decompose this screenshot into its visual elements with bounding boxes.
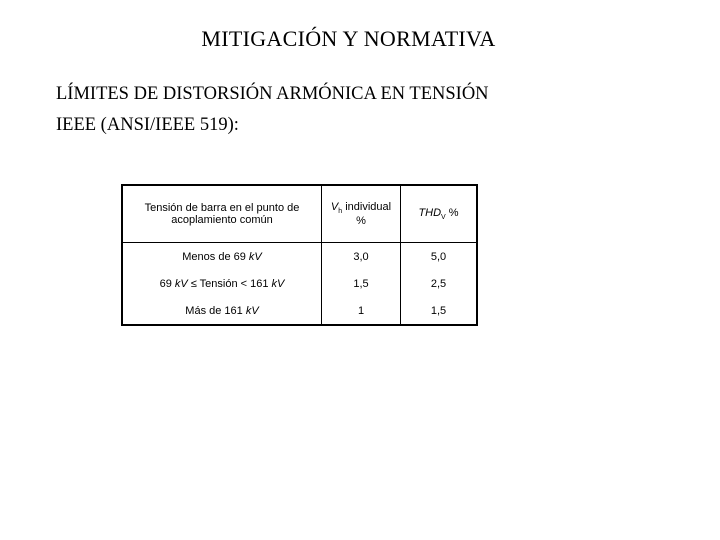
voltage-unit: kV (248, 250, 262, 263)
thd-limit-cell: 1,5 (430, 304, 447, 317)
individual-limit-cell: 1,5 (322, 270, 401, 297)
bus-voltage-text: Menos de 69 (182, 250, 249, 263)
bus-voltage-cell (122, 297, 322, 325)
vh-subscript: h (338, 208, 343, 216)
header-individual-harmonic (322, 185, 401, 243)
individual-unit: % (356, 215, 366, 228)
thd-limit-cell: 5,0 (430, 250, 447, 263)
thd-symbol: THD (418, 206, 442, 219)
individual-label: individual (342, 200, 392, 213)
table-row (122, 297, 477, 325)
vh-symbol: V (330, 200, 339, 213)
table-header-row (122, 185, 477, 243)
thd-subscript: V (441, 214, 446, 222)
bus-voltage-cell (122, 270, 322, 297)
individual-limit-cell: 3,0 (322, 243, 401, 271)
thd-unit: % (445, 206, 459, 219)
bus-voltage-cell (122, 243, 322, 271)
page-title: MITIGACIÓN Y NORMATIVA (201, 26, 496, 51)
bus-voltage-range-text: ≤ Tensión < 161 (187, 277, 272, 290)
bus-voltage-text: Más de 161 (185, 304, 246, 317)
voltage-unit: kV (271, 277, 285, 290)
voltage-unit: kV (245, 304, 259, 317)
header-bus-voltage-line2: acoplamiento común (171, 214, 273, 226)
header-bus-voltage-line1: Tensión de barra en el punto de (144, 202, 300, 214)
harmonic-limits-table (121, 184, 478, 326)
section-heading: LÍMITES DE DISTORSIÓN ARMÓNICA EN TENSIÓN (56, 84, 489, 104)
thd-limit-cell: 2,5 (430, 277, 447, 290)
table-row (122, 243, 477, 271)
header-bus-voltage (122, 185, 322, 243)
standard-reference: IEEE (ANSI/IEEE 519): (56, 115, 239, 135)
bus-voltage-text: 69 (159, 277, 175, 290)
individual-limit-cell: 1 (322, 297, 401, 325)
header-thd (401, 185, 478, 243)
voltage-unit: kV (174, 277, 188, 290)
table-row (122, 270, 477, 297)
